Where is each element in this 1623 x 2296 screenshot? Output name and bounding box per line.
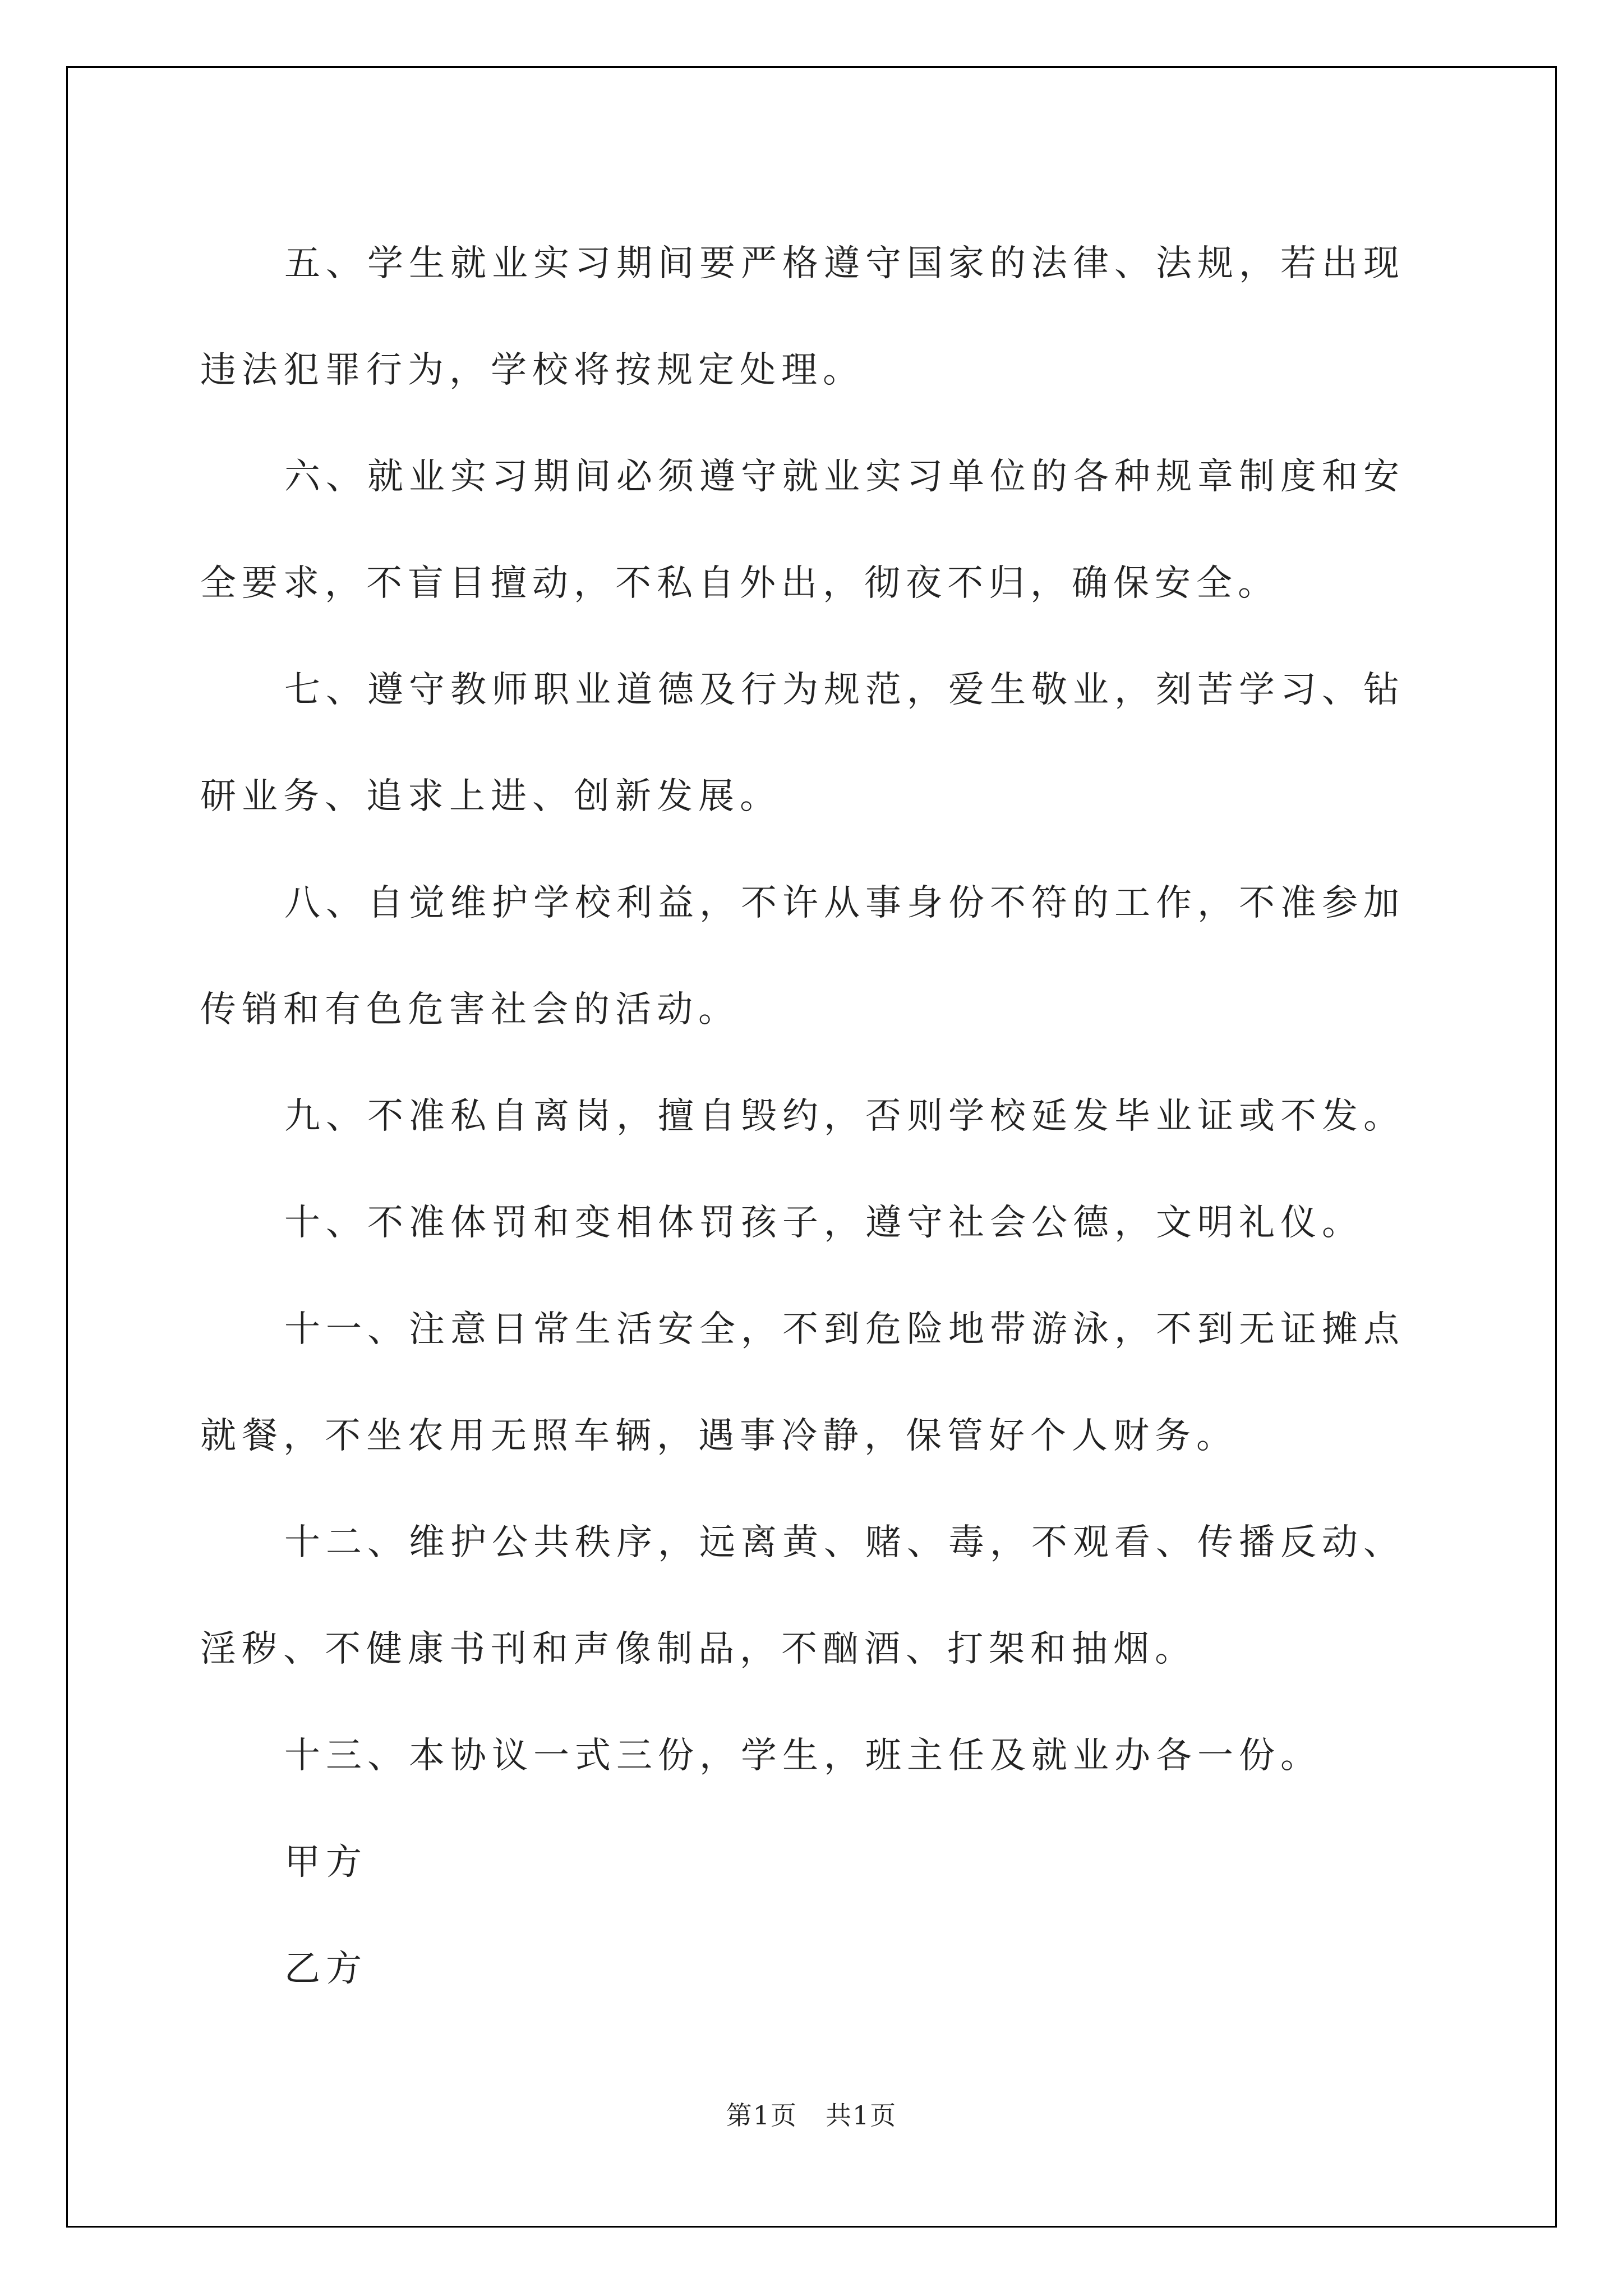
clause-12: 十二、维护公共秩序，远离黄、赌、毒，不观看、传播反动、淫秽、不健康书刊和声像制品，不酗酒、打架和抽烟。 bbox=[200, 1522, 1405, 1670]
clause-10: 十、不准体罚和变相体罚孩子，遵守社会公德，文明礼仪。 bbox=[284, 1202, 1363, 1244]
page-footer bbox=[0, 2095, 1623, 2132]
clause-11: 十一、注意日常生活安全，不到危险地带游泳，不到无证摊点就餐，不坐农用无照车辆，遇事冷静，保管好个人财务。 bbox=[200, 1309, 1405, 1457]
page-total: 共1页 bbox=[826, 2100, 897, 2131]
clause-8: 八、自觉维护学校利益，不许从事身份不符的工作，不准参加传销和有色危害社会的活动。 bbox=[200, 882, 1405, 1030]
clause-7: 七、遵守教师职业道德及行为规范，爱生敬业，刻苦学习、钻研业务、追求上进、创新发展。 bbox=[200, 669, 1405, 817]
clause-9: 九、不准私自离岗，擅自毁约，否则学校延发毕业证或不发。 bbox=[284, 1096, 1405, 1137]
clause-6: 六、就业实习期间必须遵守就业实习单位的各种规章制度和安全要求，不盲目擅动，不私自外出，彻夜不归，确保安全。 bbox=[200, 456, 1405, 604]
party-a-label: 甲方 bbox=[284, 1842, 367, 1883]
clause-13: 十三、本协议一式三份，学生，班主任及就业办各一份。 bbox=[284, 1735, 1322, 1777]
party-b-label: 乙方 bbox=[284, 1948, 367, 1990]
clause-5: 五、学生就业实习期间要严格遵守国家的法律、法规，若出现违法犯罪行为，学校将按规定处理。 bbox=[200, 243, 1405, 391]
document-body bbox=[200, 210, 1423, 2022]
page-number: 第1页 bbox=[726, 2100, 797, 2131]
